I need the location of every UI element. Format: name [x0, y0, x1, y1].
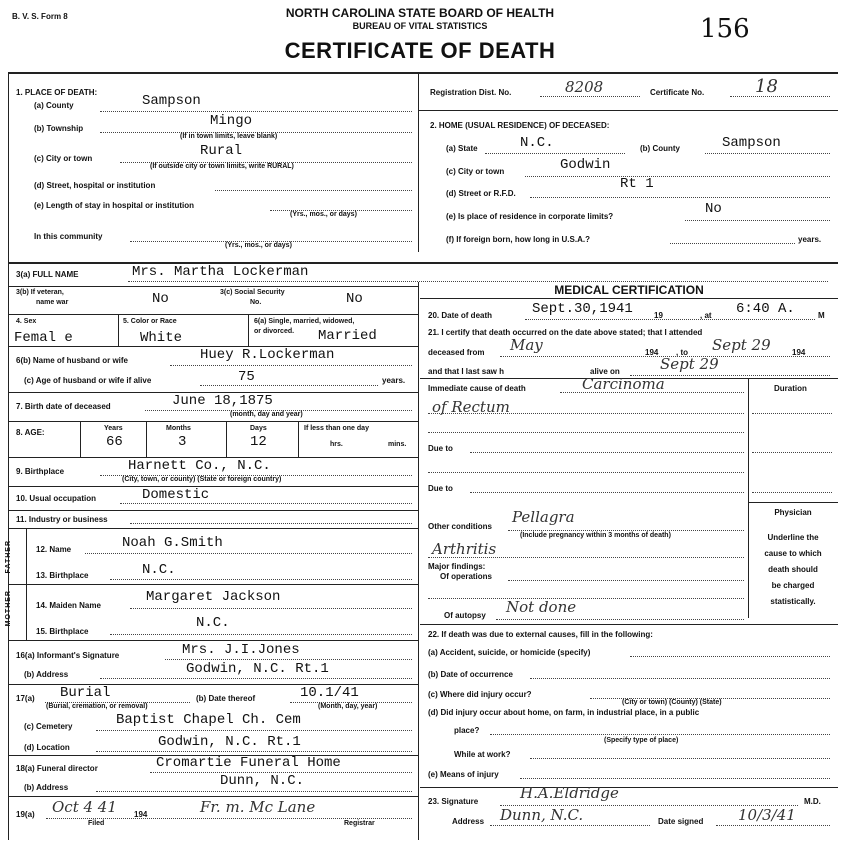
registration-label: Registration Dist. No.	[430, 88, 512, 97]
cause-line-3	[428, 432, 744, 433]
industry-label: 11. Industry or business	[16, 515, 108, 524]
work-label: While at work?	[454, 750, 511, 759]
page-title: CERTIFICATE OF DEATH	[284, 38, 556, 63]
foreign-line	[670, 243, 795, 244]
days-label: Days	[250, 425, 267, 432]
veteran-label: 3(b) If veteran,	[16, 289, 64, 296]
cemetery-line	[96, 730, 412, 731]
informant-address-label: (b) Address	[24, 670, 69, 679]
birth-note: (month, day and year)	[230, 411, 303, 418]
operations-label: Of operations	[440, 572, 493, 581]
work-line	[530, 758, 830, 759]
row-rule-10	[8, 510, 418, 511]
spouse-label: 6(b) Name of husband or wife	[16, 356, 129, 365]
cemetery-value: Baptist Chapel Ch. Cem	[116, 712, 301, 728]
immediate-label: Immediate cause of death	[428, 384, 526, 393]
immediate-line	[560, 392, 744, 393]
dod-line	[525, 319, 815, 320]
county-label: (a) County	[34, 101, 74, 110]
other-line	[508, 530, 744, 531]
father-birthplace-label: 13. Birthplace	[36, 571, 89, 580]
other-note: (Include pregnancy within 3 months of death)	[520, 532, 671, 539]
home-state-line	[485, 153, 625, 154]
mother-birthplace-value: N.C.	[196, 615, 230, 631]
father-birthplace-line	[110, 579, 412, 580]
certificate-line	[730, 96, 830, 97]
community-note: (Yrs., mos., or days)	[225, 242, 292, 249]
date-signed-line	[716, 825, 830, 826]
burial-label: 17(a)	[16, 694, 35, 703]
agency-name: NORTH CAROLINA STATE BOARD OF HEALTH	[285, 6, 555, 20]
means-line	[520, 778, 830, 779]
home-city-line	[525, 176, 830, 177]
burial-date-note: (Month, day, year)	[318, 703, 378, 710]
immediate-hand-2: of Rectum	[432, 398, 510, 416]
alive-label: alive on	[590, 367, 620, 376]
duration-divider	[748, 378, 749, 618]
director-address-value: Dunn, N.C.	[220, 773, 305, 789]
duration-line-2	[752, 452, 832, 453]
md-label: M.D.	[804, 797, 821, 806]
occupation-label: 10. Usual occupation	[16, 494, 97, 503]
mother-birthplace-label: 15. Birthplace	[36, 627, 89, 636]
ssn-value: No	[346, 291, 363, 307]
to-year: 194	[792, 348, 806, 357]
signature-top-rule	[420, 787, 838, 788]
marital-label-2: or divorced.	[254, 328, 295, 335]
place-label: place?	[454, 726, 480, 735]
home-county-label: (b) County	[640, 144, 680, 153]
director-label: 18(a) Funeral director	[16, 764, 98, 773]
stay-label: (e) Length of stay in hospital or institution	[34, 201, 194, 210]
last-label: and that I last saw h	[428, 367, 505, 376]
months-value: 3	[178, 434, 187, 450]
burial-date-label: (b) Date thereof	[196, 694, 256, 703]
certificate-value: 18	[755, 76, 778, 97]
home-city-value: Godwin	[560, 157, 611, 173]
spouse-age-line	[200, 385, 378, 386]
burial-date-value: 10.1/41	[300, 685, 359, 701]
sig-address-label: Address	[452, 817, 485, 826]
ssn-label-2: No.	[250, 299, 262, 306]
from-hand: May	[510, 336, 543, 354]
spouse-line	[170, 365, 412, 366]
city-value: Rural	[200, 143, 243, 159]
dod-value: Sept.30,1941	[532, 301, 633, 317]
home-street-value: Rt 1	[620, 176, 654, 192]
means-label: (e) Means of injury	[428, 770, 499, 779]
birth-label: 7. Birth date of deceased	[16, 402, 111, 411]
physician-note-line-5: statistically.	[770, 597, 816, 606]
sex-divider	[118, 314, 119, 346]
to-hand: Sept 29	[712, 336, 771, 354]
signature-hand: H.A.Eldridge	[520, 784, 619, 802]
county-line	[100, 111, 412, 112]
stay-note: (Yrs., mos., or days)	[290, 211, 357, 218]
row-rule-11	[8, 528, 418, 529]
informant-label: 16(a) Informant's Signature	[16, 651, 120, 660]
physician-note	[750, 530, 836, 610]
mother-name-value: Margaret Jackson	[146, 589, 281, 605]
township-value: Mingo	[210, 113, 253, 129]
medical-heading: MEDICAL CERTIFICATION	[554, 283, 704, 297]
location-line	[96, 751, 412, 752]
mother-birthplace-line	[110, 634, 412, 635]
home-injury-label: (d) Did injury occur about home, on farm, in industrial place, in a public	[428, 708, 700, 717]
registrar-hand: Fr. m. Mc Lane	[200, 798, 316, 816]
father-name-label: 12. Name	[36, 545, 72, 554]
duration-line-3	[752, 492, 832, 493]
street-line	[215, 190, 412, 191]
home-county-value: Sampson	[722, 135, 781, 151]
row-rule-4	[8, 314, 418, 315]
autopsy-label: Of autopsy	[444, 611, 486, 620]
color-value: White	[140, 330, 183, 346]
burial-value: Burial	[60, 685, 111, 701]
home-state-value: N.C.	[520, 135, 554, 151]
findings-line	[428, 598, 744, 599]
row-rule-15	[8, 796, 418, 797]
row-rule-parents	[8, 584, 418, 585]
physician-note-line-1: Underline the	[767, 533, 819, 542]
filing-year: 194	[134, 810, 148, 819]
other-label: Other conditions	[428, 522, 492, 531]
physician-note-line-4: be charged	[771, 581, 815, 590]
to-label: , to	[676, 348, 688, 357]
autopsy-line	[496, 619, 744, 620]
full-name-value: Mrs. Martha Lockerman	[132, 264, 309, 280]
cause-line-5	[428, 472, 744, 473]
color-divider	[248, 314, 249, 346]
years-label: Years	[104, 425, 123, 432]
row-rule-3	[8, 286, 418, 287]
city-label: (c) City or town	[34, 154, 93, 163]
place-line	[490, 734, 830, 735]
from-label: deceased from	[428, 348, 485, 357]
row-rule-9	[8, 486, 418, 487]
director-value: Cromartie Funeral Home	[156, 755, 341, 771]
veteran-label-2: name war	[36, 299, 69, 306]
left-border	[8, 72, 9, 840]
mother-side-label: MOTHER	[5, 590, 12, 627]
cemetery-label: (c) Cemetery	[24, 722, 73, 731]
sex-label: 4. Sex	[16, 318, 37, 325]
birthplace-label: 9. Birthplace	[16, 467, 65, 476]
years-value: 66	[106, 434, 123, 450]
township-note: (If in town limits, leave blank)	[180, 133, 278, 140]
birthplace-value: Harnett Co., N.C.	[128, 458, 271, 474]
age-divider-2	[146, 421, 147, 457]
days-value: 12	[250, 434, 267, 450]
burial-note: (Burial, cremation, or removal)	[46, 703, 148, 710]
spouse-age-unit: years.	[382, 376, 406, 385]
certify-text: 21. I certify that death occurred on the date above stated; that I attended	[428, 328, 703, 337]
external-heading: 22. If death was due to external causes, fill in the following:	[428, 630, 653, 639]
occurrence-line	[530, 678, 830, 679]
corporate-line	[685, 220, 830, 221]
street-label: (d) Street, hospital or institution	[34, 181, 156, 190]
father-name-value: Noah G.Smith	[122, 535, 223, 551]
other-hand: Pellagra	[512, 508, 575, 526]
where-label: (c) Where did injury occur?	[428, 690, 532, 699]
city-note: (If outside city or town limits, write RURAL)	[150, 163, 294, 170]
immediate-hand: Carcinoma	[582, 375, 665, 393]
home-county-line	[705, 153, 830, 154]
physician-note-line-3: death should	[768, 565, 818, 574]
county-value: Sampson	[142, 93, 201, 109]
accident-line	[630, 656, 830, 657]
mother-name-label: 14. Maiden Name	[36, 601, 101, 610]
autopsy-hand: Not done	[506, 598, 577, 616]
certificate-label: Certificate No.	[650, 88, 705, 97]
operations-line	[508, 580, 744, 581]
age-divider-4	[298, 421, 299, 457]
due2-label: Due to	[428, 484, 453, 493]
due2-line	[470, 492, 744, 493]
filed-label: Filed	[88, 820, 105, 827]
dod-19: 19	[654, 311, 663, 320]
m-label: M	[818, 311, 825, 320]
physician-label: Physician	[774, 508, 812, 517]
birth-value: June 18,1875	[172, 393, 273, 409]
home-rule	[418, 110, 838, 111]
physician-note-line-2: cause to which	[764, 549, 822, 558]
sig-address-line	[490, 825, 650, 826]
where-note: (City or town) (County) (State)	[622, 699, 722, 706]
full-name-label: 3(a) FULL NAME	[16, 270, 79, 279]
full-name-line	[128, 281, 828, 282]
divider-lower	[418, 282, 419, 840]
father-name-line	[85, 553, 412, 554]
director-address-label: (b) Address	[24, 783, 69, 792]
spouse-value: Huey R.Lockerman	[200, 347, 335, 363]
top-rule	[8, 72, 838, 74]
foreign-unit: years.	[798, 235, 822, 244]
township-label: (b) Township	[34, 124, 84, 133]
months-label: Months	[166, 425, 191, 432]
informant-address-line	[100, 678, 412, 679]
industry-line	[130, 523, 412, 524]
due1-line	[470, 452, 744, 453]
registration-line	[540, 96, 640, 97]
mins-label: mins.	[388, 441, 407, 448]
occupation-value: Domestic	[142, 487, 210, 503]
location-label: (d) Location	[24, 743, 70, 752]
foreign-label: (f) If foreign born, how long in U.S.A.?	[446, 235, 590, 244]
sig-address-hand: Dunn, N.C.	[500, 806, 584, 824]
physician-rule	[748, 502, 838, 503]
duration-label: Duration	[774, 384, 807, 393]
due1-label: Due to	[428, 444, 453, 453]
spouse-age-value: 75	[238, 369, 255, 385]
accident-label: (a) Accident, suicide, or homicide (specify)	[428, 648, 591, 657]
marital-value: Married	[318, 328, 377, 344]
ssn-label: 3(c) Social Security	[220, 289, 285, 296]
home-street-label: (d) Street or R.F.D.	[446, 189, 516, 198]
father-side-label: FATHER	[5, 540, 12, 574]
marital-label: 6(a) Single, married, widowed,	[254, 318, 355, 325]
home-city-label: (c) City or town	[446, 167, 505, 176]
sex-value: Femal e	[14, 330, 73, 346]
registration-value: 8208	[565, 78, 604, 96]
less-label: If less than one day	[304, 425, 369, 432]
mother-name-line	[130, 608, 412, 609]
date-signed-label: Date signed	[658, 817, 704, 826]
other-hand-2: Arthritis	[432, 540, 497, 558]
duration-line-1	[752, 413, 832, 414]
veteran-value: No	[152, 291, 169, 307]
home-heading: 2. HOME (USUAL RESIDENCE) OF DECEASED:	[430, 121, 610, 130]
location-value: Godwin, N.C. Rt.1	[158, 734, 301, 750]
occupation-line	[120, 503, 412, 504]
spouse-age-label: (c) Age of husband or wife if alive	[24, 376, 152, 385]
color-label: 5. Color or Race	[123, 318, 177, 325]
date-signed-hand: 10/3/41	[738, 806, 796, 824]
filing-date-hand: Oct 4 41	[52, 798, 117, 816]
age-label: 8. AGE:	[16, 428, 45, 437]
corporate-value: No	[705, 201, 722, 217]
father-birthplace-value: N.C.	[142, 562, 176, 578]
community-label: In this community	[34, 232, 103, 241]
at-label: , at	[700, 311, 712, 320]
informant-address-value: Godwin, N.C. Rt.1	[186, 661, 329, 677]
age-divider-1	[80, 421, 81, 457]
occurrence-label: (b) Date of occurrence	[428, 670, 513, 679]
page-number: 156	[700, 14, 750, 44]
medical-rule	[420, 298, 838, 299]
corporate-label: (e) Is place of residence in corporate limits?	[446, 212, 614, 221]
birthplace-note: (City, town, or county) (State or foreign country)	[122, 476, 282, 483]
home-street-line	[530, 197, 830, 198]
row-rule-12	[8, 640, 418, 641]
other-line-2	[428, 557, 744, 558]
age-divider-3	[226, 421, 227, 457]
dod-label: 20. Date of death	[428, 311, 493, 320]
informant-line	[165, 659, 412, 660]
time-value: 6:40 A.	[736, 301, 795, 317]
external-top-rule	[420, 624, 838, 625]
place-heading: 1. PLACE OF DEATH:	[16, 88, 98, 97]
place-note: (Specify type of place)	[604, 737, 679, 744]
filing-label: 19(a)	[16, 810, 35, 819]
filing-line	[46, 818, 412, 819]
home-state-label: (a) State	[446, 144, 478, 153]
from-year: 194	[645, 348, 659, 357]
informant-value: Mrs. J.I.Jones	[182, 642, 300, 658]
signature-label: 23. Signature	[428, 797, 479, 806]
immediate-line-2	[428, 413, 744, 414]
divider-upper	[418, 72, 419, 252]
hrs-label: hrs.	[330, 441, 343, 448]
row-rule-7	[8, 421, 418, 422]
major-label: Major findings:	[428, 562, 486, 571]
director-address-line	[96, 791, 412, 792]
bureau-name: BUREAU OF VITAL STATISTICS	[352, 21, 488, 31]
alive-hand: Sept 29	[660, 355, 719, 373]
registrar-label: Registrar	[344, 820, 375, 827]
form-number: B. V. S. Form 8	[12, 12, 68, 21]
